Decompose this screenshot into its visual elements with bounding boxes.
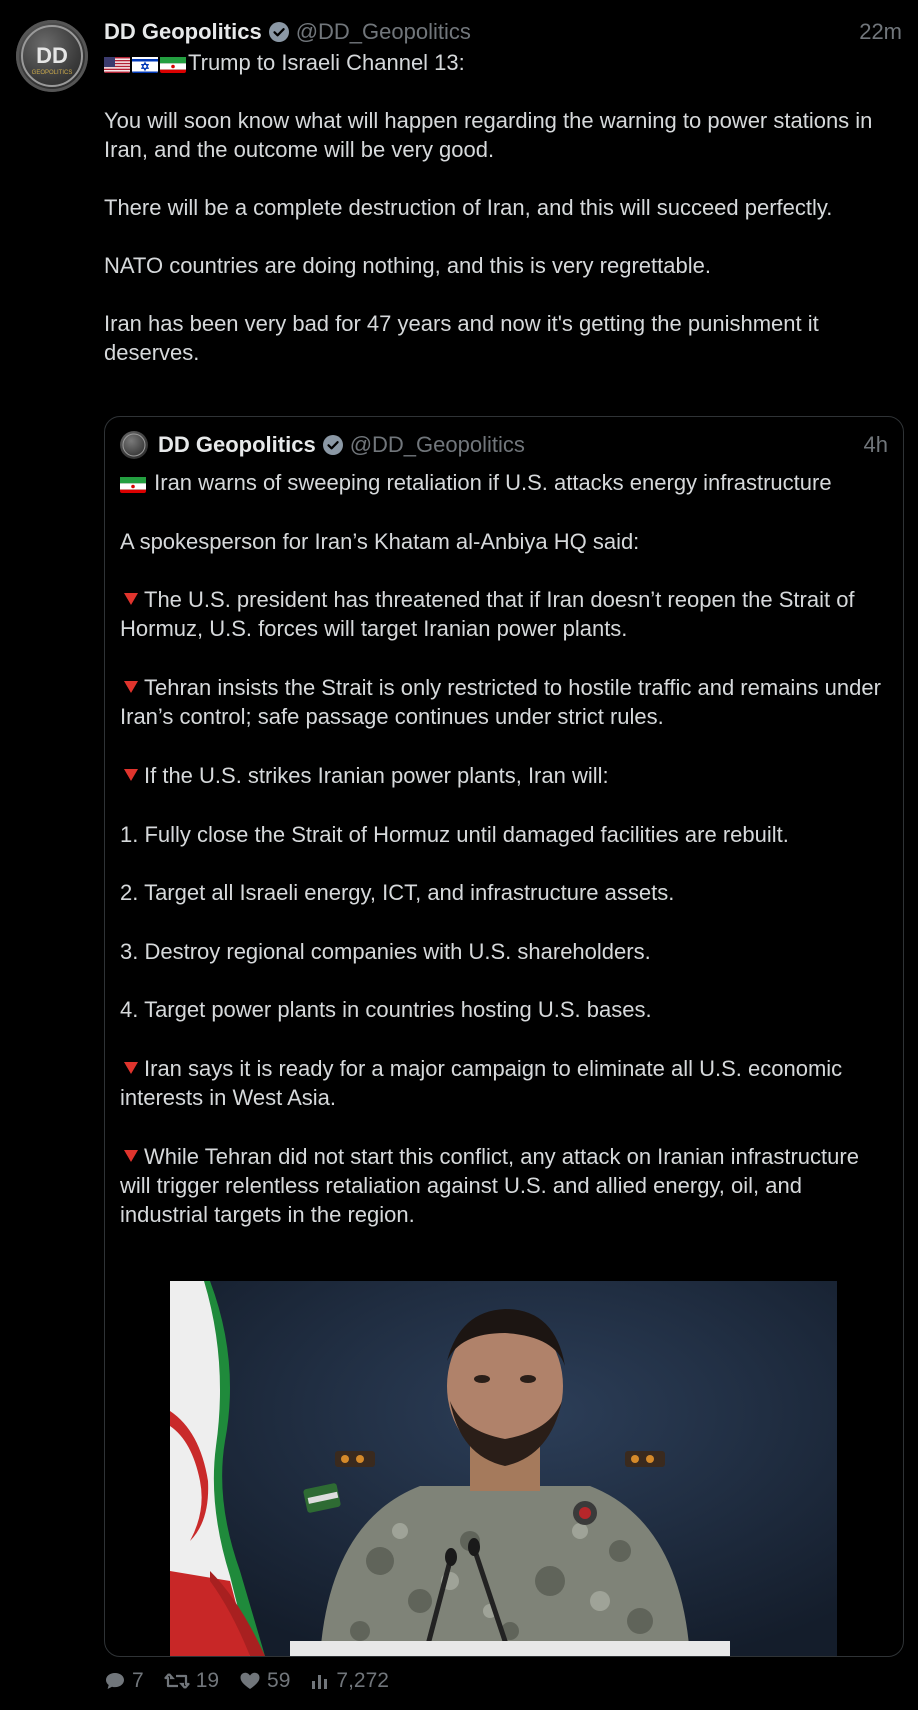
tweet-headline-line [104,48,904,77]
quoted-bullet-text: Tehran insists the Strait is only restricted to hostile traffic and remains under Iran’s control; safe passage continues under strict rules. [120,675,881,730]
tweet-body [104,48,904,367]
quoted-tweet-timestamp[interactable]: 4h [863,432,888,457]
quoted-title: Iran warns of sweeping retaliation if U.S. attacks energy infrastructure [154,470,832,495]
svg-text:GEOPOLITICS: GEOPOLITICS [31,70,73,76]
dd-logo-icon [16,20,88,92]
quoted-bullet-text: If the U.S. strikes Iranian power plants, Iran will: [144,762,609,788]
quoted-list-item: 3. Destroy regional companies with U.S. shareholders. [120,938,651,964]
quoted-media-image[interactable] [170,1281,837,1656]
red-triangle-icon [124,681,138,693]
tweet-paragraph: NATO countries are doing nothing, and this is very regrettable. [104,253,711,278]
reply-button[interactable] [104,1669,144,1693]
views-chart-icon [310,1671,330,1691]
quoted-list-item: 4. Target power plants in countries hosting U.S. bases. [120,997,652,1023]
repost-button[interactable] [164,1669,219,1693]
tweet-action-bar [104,1666,409,1696]
quoted-title-line [120,468,890,497]
view-count: 7,272 [336,1669,389,1692]
quoted-bullet [120,1054,890,1113]
quoted-bullet-text: Iran says it is ready for a major campaign to eliminate all U.S. economic interests in West Asia. [120,1055,843,1111]
red-triangle-icon [124,1150,138,1162]
tweet-headline: Trump to Israeli Channel 13: [188,50,465,75]
views-button[interactable] [310,1669,389,1693]
iran-flag-icon [120,474,146,493]
israel-flag-icon [132,54,158,73]
quoted-bullet-text: While Tehran did not start this conflict, any attack on Iranian infrastructure will trigger relentless retaliation against U.S. and allied energy, oil, and industrial targets in the region. [120,1143,859,1228]
quoted-bullet [120,1142,890,1230]
tweet-header [104,14,902,50]
quoted-list-item: 2. Target all Israeli energy, ICT, and infrastructure assets. [120,880,675,906]
svg-text:DD: DD [36,43,68,68]
quoted-bullet-text: The U.S. president has threatened that if Iran doesn’t reopen the Strait of Hormuz, U.S. forces will target Iranian power plants. [120,587,855,642]
tweet-paragraph: There will be a complete destruction of Iran, and this will succeed perfectly. [104,195,833,220]
author-avatar[interactable] [16,20,88,92]
quoted-author-handle[interactable]: @DD_Geopolitics [349,432,525,457]
tweet-paragraph: Iran has been very bad for 47 years and now it's getting the punishment it deserves. [104,311,819,365]
tweet-paragraph: You will soon know what will happen regarding the warning to power stations in Iran, and the outcome will be very good. [104,108,873,162]
like-button[interactable] [239,1669,290,1693]
quoted-author-name[interactable]: DD Geopolitics [158,432,316,457]
us-flag-icon [104,54,130,73]
spokesperson-photo [170,1281,837,1656]
repost-icon [164,1671,190,1691]
author-handle[interactable]: @DD_Geopolitics [295,19,471,44]
quoted-bullet [120,585,890,644]
quoted-tweet-body [120,468,890,1259]
heart-icon [239,1671,261,1691]
quoted-list-item: 1. Fully close the Strait of Hormuz until damaged facilities are rebuilt. [120,821,789,847]
quoted-author-avatar[interactable] [120,431,148,459]
red-triangle-icon [124,1062,138,1074]
iran-flag-icon [160,54,186,73]
quoted-intro: A spokesperson for Iran’s Khatam al-Anbiya HQ said: [120,528,640,554]
quoted-bullet [120,673,890,732]
tweet-timestamp[interactable]: 22m [859,19,902,44]
quoted-tweet-header [120,429,888,461]
verified-badge-icon [268,21,290,43]
like-count: 59 [267,1669,291,1692]
author-name[interactable]: DD Geopolitics [104,19,262,44]
verified-badge-icon [322,434,344,456]
red-triangle-icon [124,769,138,781]
quoted-tweet-card[interactable] [104,416,904,1657]
reply-count: 7 [132,1669,144,1692]
reply-icon [104,1671,126,1691]
quoted-bullet [120,761,890,790]
repost-count: 19 [195,1669,220,1692]
red-triangle-icon [124,593,138,605]
